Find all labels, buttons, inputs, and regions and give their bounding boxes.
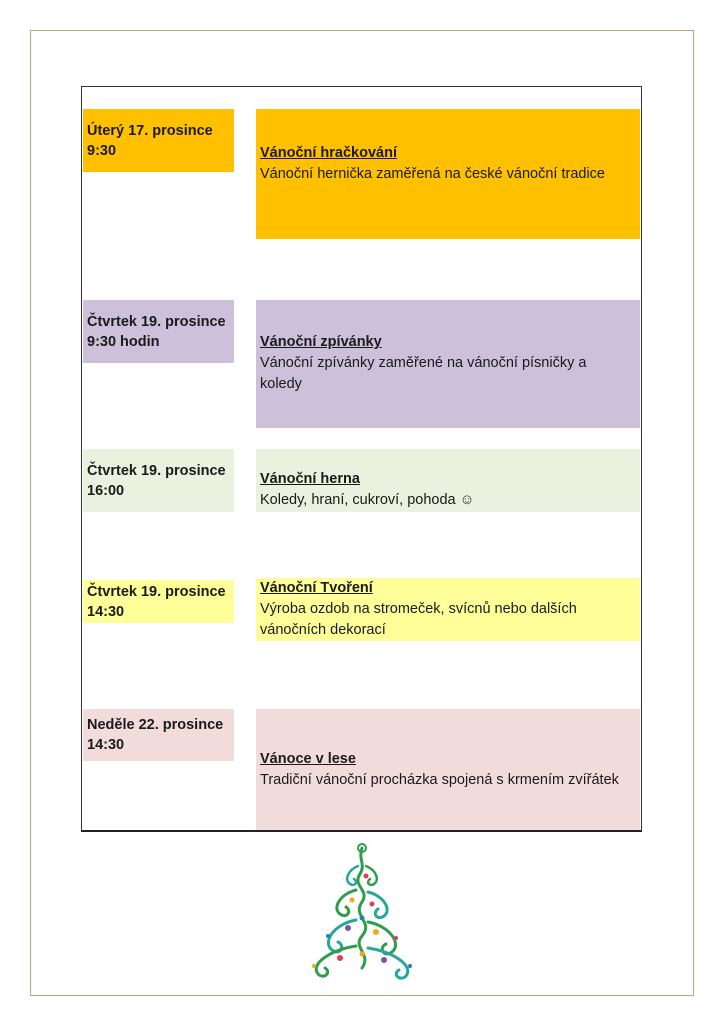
event-2-date-cell [83, 300, 234, 363]
event-time: 14:30 [87, 737, 125, 753]
event-description: Tradiční vánoční procházka spojená s krmením zvířátek [260, 772, 619, 788]
event-time: 9:30 [87, 142, 117, 159]
event-date: Neděle 22. prosince [87, 717, 224, 733]
event-1-date-cell [83, 109, 234, 172]
event-time: 14:30 [87, 603, 125, 620]
event-description: Koledy, hraní, cukroví, pohoda ☺ [260, 492, 475, 508]
event-4-details-cell [256, 578, 640, 641]
event-date: Čtvrtek 19. prosince [87, 583, 226, 600]
event-time: 16:00 [87, 482, 125, 499]
event-date: Čtvrtek 19. prosince [87, 313, 226, 330]
event-1-details-cell [256, 109, 640, 239]
christmas-tree-icon [300, 842, 424, 982]
event-5-date-cell [83, 709, 234, 761]
event-date: Čtvrtek 19. prosince [87, 462, 226, 479]
event-title: Vánoce v lese [260, 751, 356, 767]
event-description: Výroba ozdob na stromeček, svícnů nebo dalších vánočních dekorací [260, 601, 577, 638]
event-title: Vánoční herna [260, 471, 360, 487]
event-time: 9:30 hodin [87, 333, 160, 350]
event-2-details-cell [256, 300, 640, 428]
event-3-date-cell [83, 449, 234, 512]
event-title: Vánoční Tvoření [260, 580, 373, 596]
event-4-date-cell [83, 580, 234, 623]
event-description: Vánoční zpívánky zaměřené na vánoční písničky a koledy [260, 355, 587, 392]
event-date: Úterý 17. prosince [87, 122, 213, 139]
event-title: Vánoční hračkování [260, 145, 397, 161]
event-description: Vánoční hernička zaměřená na české vánoční tradice [260, 166, 605, 182]
event-title: Vánoční zpívánky [260, 334, 382, 350]
event-5-details-cell [256, 709, 640, 830]
event-3-details-cell [256, 449, 640, 512]
